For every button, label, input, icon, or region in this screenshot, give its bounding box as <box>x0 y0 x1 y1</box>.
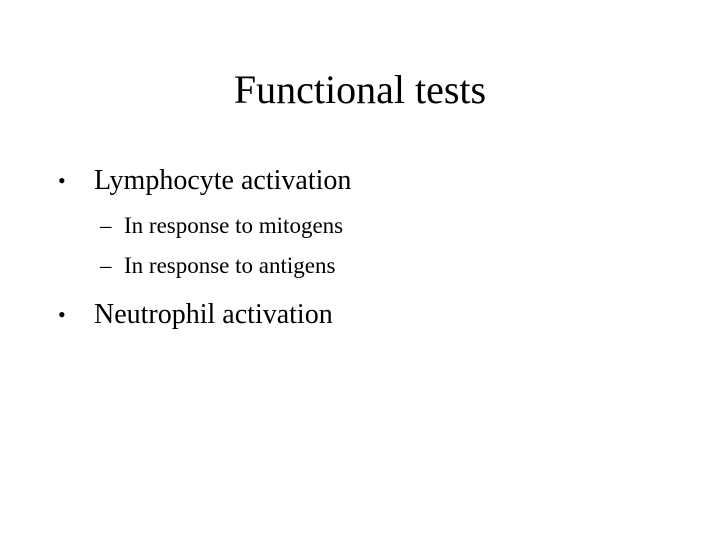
bullet-text: Lymphocyte activation <box>94 165 352 196</box>
sub-marker: – <box>100 213 112 238</box>
bullet-text: Neutrophil activation <box>94 299 333 330</box>
bullet-item <box>58 162 698 200</box>
bullet-marker: • <box>58 302 66 327</box>
sub-item-text: In response to antigens <box>124 253 336 278</box>
slide-title: Functional tests <box>233 67 487 112</box>
sub-marker: – <box>100 253 112 278</box>
sub-item <box>100 246 698 286</box>
sub-item-text: In response to mitogens <box>124 213 344 238</box>
bullet-item <box>58 296 698 334</box>
bullet-list <box>58 162 698 334</box>
bullet-marker: • <box>58 168 66 193</box>
sub-list <box>100 206 698 286</box>
sub-item <box>100 206 698 246</box>
